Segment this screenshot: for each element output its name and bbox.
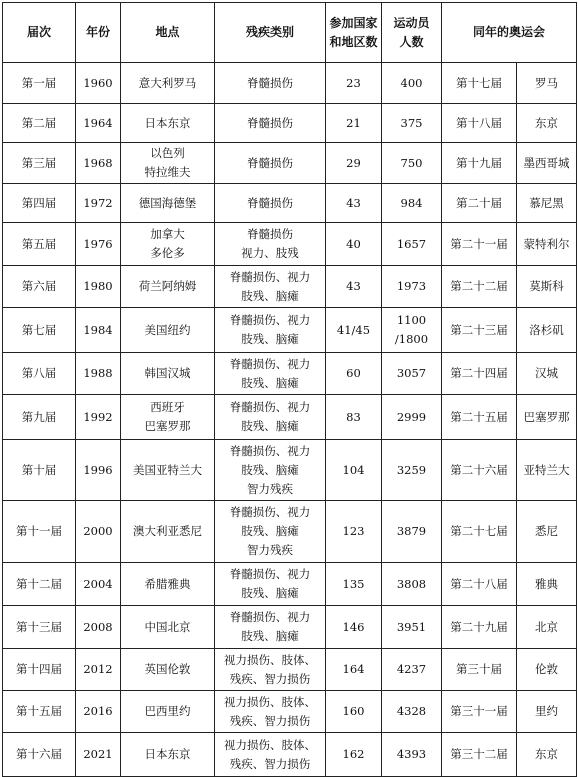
athletes-cell (382, 395, 442, 440)
athletes-cell-line: 1100 (396, 313, 427, 327)
category-cell-line: 智力残疾 (247, 481, 293, 496)
location-cell (121, 501, 215, 563)
table-row (3, 501, 577, 563)
year-cell: 2021 (76, 733, 121, 777)
session-cell: 第五届 (3, 223, 76, 266)
category-cell (215, 63, 326, 104)
athletes-cell-line: 375 (400, 115, 423, 130)
header-line: 人数 (399, 34, 424, 49)
session-cell: 第七届 (3, 308, 76, 353)
countries-cell: 40 (326, 223, 382, 266)
session-cell: 第十一届 (3, 501, 76, 563)
olympics-cell: 第二十一届 (442, 223, 517, 266)
countries-cell: 146 (326, 606, 382, 649)
session-cell: 第十五届 (3, 691, 76, 733)
athletes-cell (382, 440, 442, 501)
session-cell: 第一届 (3, 63, 76, 104)
category-cell (215, 308, 326, 353)
category-cell (215, 104, 326, 143)
header-countries (326, 3, 382, 63)
session-cell: 第六届 (3, 266, 76, 308)
athletes-cell (382, 266, 442, 308)
olympic-city-cell: 北京 (517, 606, 577, 649)
category-cell (215, 606, 326, 649)
location-cell-line: 西班牙 (150, 400, 185, 414)
olympics-cell: 第二十二届 (442, 266, 517, 308)
location-cell-line: 多伦多 (150, 246, 185, 260)
session-cell: 第三届 (3, 143, 76, 184)
category-cell-line: 肢残、脑瘫 (241, 524, 299, 538)
year-cell: 2008 (76, 606, 121, 649)
olympic-city-cell: 慕尼黑 (517, 184, 577, 223)
location-cell (121, 104, 215, 143)
category-cell-line: 脊髓损伤 (247, 115, 293, 130)
olympic-city-cell: 伦敦 (517, 649, 577, 691)
athletes-cell (382, 563, 442, 606)
category-cell-line: 脊髓损伤 (247, 227, 293, 241)
countries-cell: 43 (326, 266, 382, 308)
athletes-cell (382, 353, 442, 395)
year-cell: 1996 (76, 440, 121, 501)
category-cell-line: 视力、肢残 (241, 246, 299, 260)
location-cell (121, 353, 215, 395)
session-cell: 第十三届 (3, 606, 76, 649)
athletes-cell-line: 4328 (396, 704, 427, 718)
category-cell-line: 视力损伤、肢体、 (224, 694, 316, 709)
athletes-cell (382, 691, 442, 733)
location-cell-line: 意大利罗马 (138, 75, 197, 90)
athletes-cell-line: 750 (400, 155, 423, 170)
paralympics-table (2, 2, 577, 777)
athletes-cell (382, 104, 442, 143)
location-cell (121, 733, 215, 777)
countries-cell: 29 (326, 143, 382, 184)
category-cell-line: 肢残、脑瘫 (241, 629, 299, 643)
year-cell: 1976 (76, 223, 121, 266)
location-cell (121, 691, 215, 733)
location-cell-line: 日本东京 (144, 747, 191, 761)
session-cell: 第八届 (3, 353, 76, 395)
category-cell (215, 395, 326, 440)
category-cell-line: 脊髓损伤、视力 (229, 313, 311, 327)
location-cell (121, 649, 215, 691)
athletes-cell (382, 184, 442, 223)
countries-cell: 83 (326, 395, 382, 440)
olympic-city-cell: 里约 (517, 691, 577, 733)
year-cell: 1964 (76, 104, 121, 143)
category-cell-line: 肢残、脑瘫 (241, 419, 299, 433)
athletes-cell-line: 400 (400, 75, 423, 90)
olympics-cell: 第二十八届 (442, 563, 517, 606)
olympic-city-cell: 汉城 (517, 353, 577, 395)
category-cell-line: 肢残、脑瘫 (241, 332, 299, 346)
session-cell: 第二届 (3, 104, 76, 143)
location-cell (121, 440, 215, 501)
category-cell-line: 残疾、智力损伤 (229, 671, 311, 686)
olympic-city-cell: 巴塞罗那 (517, 395, 577, 440)
table-row (3, 63, 577, 104)
location-cell-line: 日本东京 (144, 115, 191, 130)
category-cell (215, 223, 326, 266)
category-cell (215, 440, 326, 501)
year-cell: 1992 (76, 395, 121, 440)
header-year: 年份 (76, 3, 121, 63)
category-cell-line: 智力残疾 (247, 543, 293, 557)
table-row (3, 563, 577, 606)
category-cell-line: 肢残、脑瘫 (241, 586, 299, 600)
year-cell: 1972 (76, 184, 121, 223)
olympics-cell: 第十八届 (442, 104, 517, 143)
year-cell: 1984 (76, 308, 121, 353)
category-cell-line: 视力损伤、肢体、 (224, 737, 316, 752)
session-cell: 第十二届 (3, 563, 76, 606)
location-cell-line: 韩国汉城 (144, 366, 191, 380)
olympic-city-cell: 蒙特利尔 (517, 223, 577, 266)
category-cell-line: 脊髓损伤 (247, 195, 293, 210)
countries-cell: 60 (326, 353, 382, 395)
table-body (3, 63, 577, 777)
olympics-cell: 第三十届 (442, 649, 517, 691)
athletes-cell-line: 4237 (396, 662, 427, 676)
category-cell (215, 266, 326, 308)
category-cell-line: 脊髓损伤、视力 (229, 567, 311, 581)
countries-cell: 135 (326, 563, 382, 606)
category-cell (215, 691, 326, 733)
countries-cell: 21 (326, 104, 382, 143)
location-cell-line: 加拿大 (150, 227, 185, 241)
table-row (3, 104, 577, 143)
location-cell-line: 巴西里约 (144, 704, 191, 718)
olympic-city-cell: 东京 (517, 104, 577, 143)
location-cell (121, 395, 215, 440)
category-cell-line: 脊髓损伤、视力 (229, 269, 311, 284)
olympic-city-cell: 莫斯科 (517, 266, 577, 308)
table-row (3, 266, 577, 308)
athletes-cell-line: 1657 (396, 236, 427, 251)
year-cell: 2000 (76, 501, 121, 563)
table-row (3, 440, 577, 501)
athletes-cell-line: 2999 (396, 409, 427, 424)
header-line: 运动员 (393, 15, 430, 30)
athletes-cell (382, 308, 442, 353)
category-cell-line: 脊髓损伤、视力 (229, 610, 311, 624)
athletes-cell (382, 606, 442, 649)
olympics-cell: 第二十四届 (442, 353, 517, 395)
location-cell-line: 美国亚特兰大 (133, 462, 202, 477)
session-cell: 第四届 (3, 184, 76, 223)
olympic-city-cell: 亚特兰大 (517, 440, 577, 501)
category-cell-line: 脊髓损伤 (247, 75, 293, 90)
year-cell: 2012 (76, 649, 121, 691)
header-line: 参加国家 (329, 15, 378, 30)
olympic-city-cell: 洛杉矶 (517, 308, 577, 353)
location-cell-line: 美国纽约 (144, 322, 191, 337)
category-cell (215, 184, 326, 223)
location-cell (121, 563, 215, 606)
location-cell (121, 63, 215, 104)
countries-cell: 160 (326, 691, 382, 733)
athletes-cell-line: 3951 (396, 619, 427, 634)
location-cell-line: 德国海德堡 (138, 195, 197, 210)
athletes-cell (382, 649, 442, 691)
countries-cell: 123 (326, 501, 382, 563)
category-cell (215, 353, 326, 395)
session-cell: 第十届 (3, 440, 76, 501)
table-row (3, 143, 577, 184)
year-cell: 1988 (76, 353, 121, 395)
countries-cell: 104 (326, 440, 382, 501)
athletes-cell (382, 733, 442, 777)
table-row (3, 606, 577, 649)
category-cell-line: 脊髓损伤、视力 (229, 505, 311, 519)
category-cell-line: 肢残、脑瘫 (241, 288, 299, 303)
category-cell-line: 肢残、脑瘫 (241, 375, 299, 390)
location-cell (121, 223, 215, 266)
session-cell: 第九届 (3, 395, 76, 440)
athletes-cell-line: /1800 (394, 332, 429, 346)
athletes-cell-line: 4393 (396, 747, 427, 761)
olympic-city-cell: 悉尼 (517, 501, 577, 563)
category-cell-line: 残疾、智力损伤 (229, 756, 311, 771)
olympics-cell: 第二十五届 (442, 395, 517, 440)
table-row (3, 395, 577, 440)
header-location: 地点 (121, 3, 215, 63)
year-cell: 2016 (76, 691, 121, 733)
table-row (3, 308, 577, 353)
olympic-city-cell: 墨西哥城 (517, 143, 577, 184)
category-cell (215, 733, 326, 777)
athletes-cell (382, 143, 442, 184)
countries-cell: 162 (326, 733, 382, 777)
location-cell-line: 荷兰阿纳姆 (138, 279, 197, 293)
session-cell: 第十四届 (3, 649, 76, 691)
athletes-cell-line: 3879 (396, 524, 427, 538)
category-cell-line: 残疾、智力损伤 (229, 713, 311, 728)
year-cell: 1960 (76, 63, 121, 104)
olympic-city-cell: 雅典 (517, 563, 577, 606)
location-cell-line: 巴塞罗那 (144, 419, 191, 433)
header-athletes (382, 3, 442, 63)
category-cell (215, 501, 326, 563)
olympic-city-cell: 东京 (517, 733, 577, 777)
category-cell (215, 649, 326, 691)
header-category: 残疾类别 (215, 3, 326, 63)
category-cell-line: 视力损伤、肢体、 (224, 652, 316, 667)
header-session: 届次 (3, 3, 76, 63)
athletes-cell (382, 63, 442, 104)
athletes-cell (382, 223, 442, 266)
location-cell (121, 606, 215, 649)
category-cell-line: 肢残、脑瘫 (241, 462, 299, 477)
olympics-cell: 第三十一届 (442, 691, 517, 733)
location-cell-line: 以色列 (150, 146, 185, 160)
countries-cell: 43 (326, 184, 382, 223)
location-cell-line: 特拉维夫 (144, 165, 191, 179)
table-row (3, 223, 577, 266)
header-line: 和地区数 (329, 34, 378, 49)
athletes-cell-line: 3259 (396, 462, 427, 477)
category-cell (215, 563, 326, 606)
countries-cell: 164 (326, 649, 382, 691)
olympics-cell: 第二十三届 (442, 308, 517, 353)
table-row (3, 649, 577, 691)
category-cell-line: 脊髓损伤、视力 (229, 400, 311, 414)
header-row (3, 3, 577, 63)
table-row (3, 733, 577, 777)
category-cell-line: 脊髓损伤 (247, 155, 293, 170)
olympics-cell: 第二十九届 (442, 606, 517, 649)
category-cell (215, 143, 326, 184)
olympics-cell: 第三十二届 (442, 733, 517, 777)
athletes-cell-line: 984 (400, 195, 423, 210)
location-cell (121, 308, 215, 353)
location-cell (121, 184, 215, 223)
olympics-cell: 第二十七届 (442, 501, 517, 563)
year-cell: 2004 (76, 563, 121, 606)
athletes-cell-line: 3057 (396, 366, 427, 380)
olympic-city-cell: 罗马 (517, 63, 577, 104)
location-cell-line: 希腊雅典 (144, 576, 191, 591)
session-cell: 第十六届 (3, 733, 76, 777)
athletes-cell (382, 501, 442, 563)
header-olympics: 同年的奥运会 (442, 3, 577, 63)
athletes-cell-line: 3808 (396, 576, 427, 591)
location-cell-line: 中国北京 (144, 619, 191, 634)
table-row (3, 184, 577, 223)
year-cell: 1968 (76, 143, 121, 184)
countries-cell: 23 (326, 63, 382, 104)
olympics-cell: 第二十六届 (442, 440, 517, 501)
location-cell-line: 澳大利亚悉尼 (133, 524, 202, 538)
athletes-cell-line: 1973 (396, 279, 427, 293)
category-cell-line: 脊髓损伤、视力 (229, 443, 311, 458)
year-cell: 1980 (76, 266, 121, 308)
location-cell (121, 143, 215, 184)
location-cell-line: 英国伦敦 (144, 662, 191, 676)
location-cell (121, 266, 215, 308)
table-row (3, 353, 577, 395)
category-cell-line: 脊髓损伤、视力 (229, 356, 311, 371)
countries-cell: 41/45 (326, 308, 382, 353)
table-row (3, 691, 577, 733)
olympics-cell: 第二十届 (442, 184, 517, 223)
olympics-cell: 第十九届 (442, 143, 517, 184)
olympics-cell: 第十七届 (442, 63, 517, 104)
